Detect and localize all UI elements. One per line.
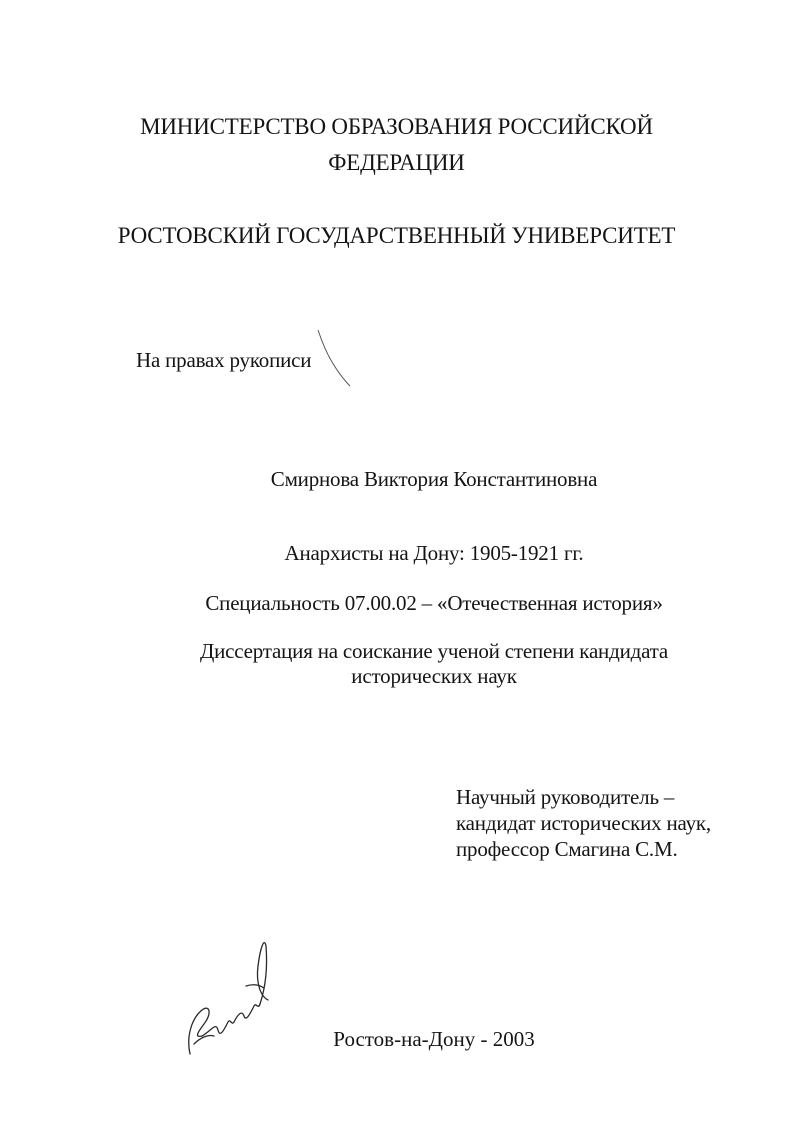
supervisor-block (456, 784, 711, 862)
supervisor-line-1: Научный руководитель – (456, 785, 675, 809)
ministry-line-1: МИНИСТЕРСТВО ОБРАЗОВАНИЯ РОССИЙСКОЙ (140, 114, 653, 139)
city-year: Ростов-на-Дону - 2003 (333, 1027, 535, 1051)
supervisor-line-3: профессор Смагина С.М. (456, 837, 678, 861)
pen-stroke-icon (316, 328, 356, 388)
degree-line-1: Диссертация на соискание ученой степени кандидата (199, 639, 669, 663)
university-name: РОСТОВСКИЙ ГОСУДАРСТВЕННЫЙ УНИВЕРСИТЕТ (117, 223, 676, 248)
author-name: Смирнова Виктория Константиновна (270, 467, 598, 491)
rights-note: На правах рукописи (136, 348, 312, 372)
ministry-line-2: ФЕДЕРАЦИИ (328, 150, 465, 175)
specialty: Специальность 07.00.02 – «Отечественная история» (205, 591, 663, 615)
supervisor-line-2: кандидат исторических наук, (456, 811, 711, 835)
degree-line-2: исторических наук (351, 664, 517, 688)
dissertation-title: Анархисты на Дону: 1905-1921 гг. (284, 541, 584, 565)
